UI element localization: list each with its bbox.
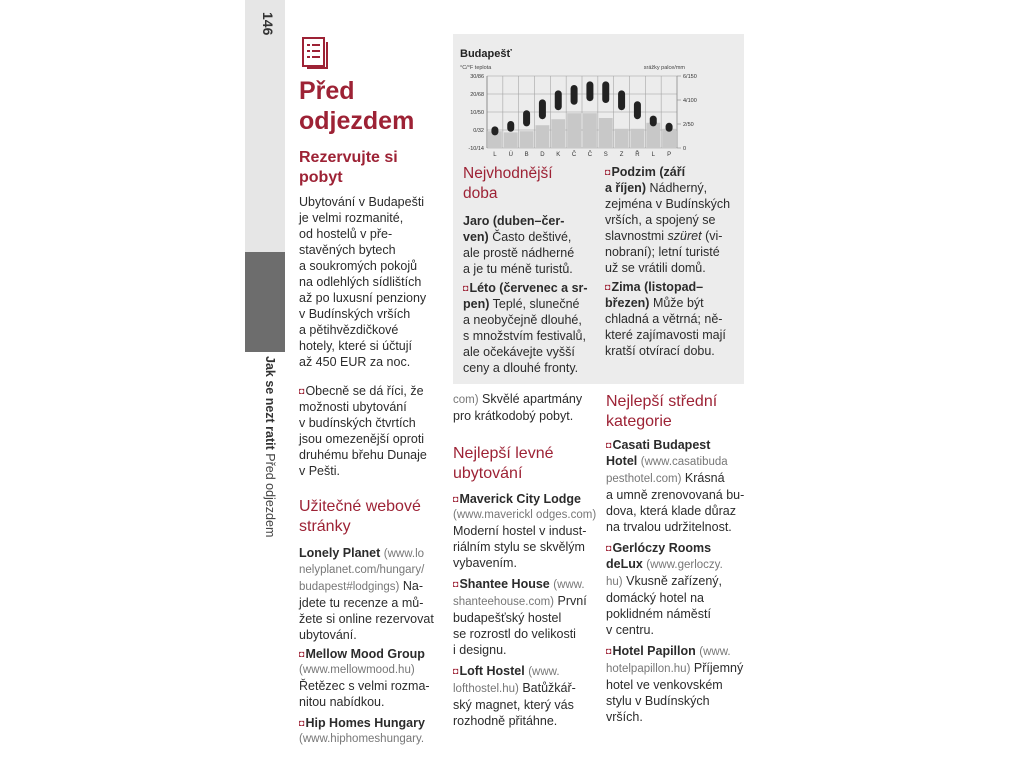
hostel-continuation [453,391,598,424]
text-line: v Budínských vrších [299,307,411,321]
website-lonely-planet [299,545,449,643]
chart-right-tick: 6/150 [683,74,697,80]
chart-month-label: B [524,152,529,158]
chart-month-label: L [493,152,497,158]
text-line: se rozrostl do velikosti [453,627,576,641]
season-autumn [605,164,743,276]
season-name: ven) [463,230,489,244]
season-winter [605,279,743,359]
booking-tip [299,383,449,479]
site-url[interactable]: hu) [606,576,623,588]
text-line: na trvalou udržitelnost. [606,520,732,534]
chart-month-label: L [651,152,655,158]
text-line: pro krátkodobý pobyt. [453,409,574,423]
season-spring [463,213,601,277]
bullet-icon: ◘ [606,440,612,450]
temperature-bar [507,121,514,132]
temperature-bar [650,116,657,127]
section-label [255,356,277,656]
text-line: možnosti ubytování [299,400,407,414]
text-line: Moderní hostel v indust- [453,524,587,538]
text-line: Může být [652,296,704,310]
text-line: stylu v Budínských [606,694,710,708]
chart-left-tick: 30/86 [470,74,484,80]
climate-panel [453,34,744,384]
website-hip [299,715,449,747]
rainfall-bar [615,129,629,148]
listing-casati [606,437,746,535]
listing-papillon [606,643,746,725]
text-line: Skvělé apartmány [482,392,583,406]
rainfall-bar [631,129,645,148]
bullet-icon: ◘ [453,494,459,504]
listing-loft [453,663,598,729]
text-line: hotel ve venkovském [606,678,723,692]
season-name: Zima (listopad– [611,280,704,294]
rainfall-bar [583,113,597,148]
chart-month-label: Č [587,152,593,158]
chart-right-label: srážky palce/mm [643,65,685,71]
text-line: až 450 EUR za noc. [299,355,411,369]
text-line: Obecně se dá říci, že [305,384,424,398]
text-line: Vkusně zařízený, [626,574,722,588]
rainfall-bar [567,113,581,148]
season-name: Jaro (duben–čer- [463,214,565,228]
season-name: a říjen) [605,181,646,195]
site-url[interactable]: com) [453,394,479,406]
text-line: Ubytování v Budapešti [299,195,425,209]
section-label-bold: Jak se nezt ratit [263,356,277,450]
chart-right-tick: 2/50 [683,122,694,128]
listing-shantee [453,576,598,658]
text-line: od hostelů v pře- [299,227,393,241]
text-line: První [557,594,587,608]
listing-name: deLux [606,557,643,571]
text-line: Krásná [684,471,725,485]
text-line: druhému břehu Dunaje [299,448,427,462]
column-2 [453,391,598,729]
text-line: rozhodně přitáhne. [453,714,558,728]
site-name: Hip Homes Hungary [305,716,425,730]
chart-month-label: S [603,152,608,158]
rainfall-bar [504,132,518,148]
temperature-bar [555,90,562,110]
listing-name: Hotel Papillon [612,644,696,658]
text-line: je velmi rozmanité, [299,211,404,225]
best-time-col-1 [463,164,601,376]
mid-title [606,392,746,432]
text-line: chladná a větrná; ně- [605,312,723,326]
bullet-icon: ◘ [605,282,611,292]
mid-title-line: Nejlepší střední [606,393,718,410]
rainfall-bar [646,123,660,148]
season-name: pen) [463,297,490,311]
season-summer [463,280,601,376]
rainfall-bar [551,119,565,148]
booking-title-line: Rezervujte si [299,149,398,166]
chart-right-tick: 4/100 [683,98,697,104]
best-time-title-line: doba [463,185,498,202]
text-line: stavěných bytech [299,243,396,257]
text-line: vrších. [606,710,643,724]
text-line: hotely, které si účtují [299,339,413,353]
listing-name: Loft Hostel [459,664,525,678]
text-line: vybavením. [453,556,517,570]
chart-left-label: °C/°F teplota [460,65,492,71]
page-title [299,76,449,136]
best-time-title-line: Nejvhodnější [463,165,553,182]
site-url[interactable]: shanteehouse.com) [453,596,555,608]
listing-name: Gerlóczy Rooms [612,541,712,555]
listing-name: Shantee House [459,577,550,591]
text-line: a neobyčejně dlouhé, [463,313,582,327]
page-number: 146 [260,12,276,36]
text-line: a pětihvězdičkové [299,323,399,337]
text-line: jdete tu recenze a mů- [299,596,424,610]
page-title-line: odjezdem [299,107,415,135]
text-line: v centru. [606,623,654,637]
italic-term: szüret [667,229,702,243]
site-name: Mellow Mood Group [305,647,425,661]
column-3 [606,392,746,725]
temperature-bar [491,126,498,135]
best-time-title [463,164,601,204]
site-url[interactable]: lofthostel.hu) [453,683,519,695]
text-line: dova, která klade důraz [606,504,736,518]
text-line: a je tu méně turistů. [463,262,573,276]
text-line: ale očekávejte vyšší [463,345,575,359]
text-line: vrších, a spojený se [605,213,716,227]
text-line: i designu. [453,643,507,657]
text-line: ceny a dlouhé fronty. [463,361,579,375]
text-line: a umně zrenovovaná bu- [606,488,745,502]
text-line: ale prostě nádherné [463,246,575,260]
text-line: Teplé, slunečné [492,297,580,311]
chart-month-label: Ú [508,152,513,158]
text-line: budapešťský hostel [453,611,562,625]
site-url[interactable]: (www. [699,646,731,658]
rainfall-bar [520,131,534,148]
season-name: Podzim (září [611,165,686,179]
checklist-icon [301,36,331,70]
site-url[interactable]: (www. [528,666,560,678]
text-line: v Pešti. [299,464,340,478]
chart-month-label: Z [619,152,624,158]
column-1 [299,76,449,747]
bullet-icon: ◘ [299,649,305,659]
listing-name: Maverick City Lodge [459,492,582,506]
text-line: domácký hotel na [606,591,704,605]
climate-chart [453,34,744,164]
websites-title [299,497,449,537]
season-name: březen) [605,296,650,310]
chart-month-label: K [556,152,561,158]
text-line: slavnostmi [605,229,665,243]
chart-month-label: D [540,152,545,158]
bullet-icon: ◘ [606,543,612,553]
listing-name: Hotel [606,454,638,468]
text-line: žete si online rezervovat [299,612,434,626]
text-line: Řetězec s velmi rozma- [299,679,430,693]
text-line: zejména v Budínských [605,197,731,211]
site-url[interactable]: pesthotel.com) [606,473,682,485]
text-line: Příjemný [693,661,744,675]
bullet-icon: ◘ [453,579,459,589]
chart-month-label: P [667,152,672,158]
text-line: které zajímavosti mají [605,328,726,342]
temperature-bar [571,85,578,105]
chart-left-tick: 0/32 [473,128,484,134]
cheap-title-line: Nejlepší levné [453,445,554,462]
text-line: poklidném náměstí [606,607,711,621]
text-line: a soukromých pokojů [299,259,418,273]
site-url[interactable]: (www.maverickl odges.com) [453,509,597,521]
chart-left-tick: 10/50 [470,110,484,116]
text-line: nitou nabídkou. [299,695,385,709]
site-url[interactable]: budapest#lodgings) [299,581,400,593]
rainfall-bar [536,125,550,148]
text-line: už se vrátili domů. [605,261,706,275]
site-name: Lonely Planet [299,546,381,560]
chart-month-label: Č [571,152,577,158]
site-url[interactable]: hotelpapillon.hu) [606,663,691,675]
booking-title-line: pobyt [299,169,343,186]
text-line: ubytování. [299,628,357,642]
site-url[interactable]: nelyplanet.com/hungary/ [299,564,425,576]
best-time-col-2 [605,164,743,359]
site-url[interactable]: (www.hiphomeshungary. [299,733,425,745]
chart-title: Budapešť [460,48,512,60]
temperature-bar [602,81,609,103]
temperature-bar [539,99,546,119]
site-url[interactable]: (www.gerloczy. [646,559,723,571]
section-label-rest: Před odjezdem [263,453,277,538]
text-line: v budínských čtvrtích [299,416,416,430]
websites-title-line: stránky [299,518,351,535]
listing-name: Casati Budapest [612,438,711,452]
text-line: Nádherný, [649,181,708,195]
listing-gerloczy [606,540,746,638]
site-url[interactable]: (www.mellowmood.hu) [299,664,415,676]
season-name: Léto (červenec a sr- [469,281,588,295]
text-line: jsou omezenější oproti [299,432,425,446]
site-url[interactable]: (www.casatibuda [640,456,728,468]
site-url[interactable]: (www. [553,579,585,591]
cheap-title [453,444,598,484]
website-mellow [299,646,449,710]
bullet-icon: ◘ [299,718,305,728]
websites-title-line: Užitečné webové [299,498,421,515]
text-line: Často deštivé, [492,230,572,244]
listing-maverick [453,491,598,571]
text-line: ský magnet, který vás [453,698,574,712]
bullet-icon: ◘ [453,666,459,676]
temperature-bar [586,81,593,101]
temperature-bar [634,101,641,119]
page-title-line: Před [299,77,355,105]
temperature-bar [666,123,673,132]
bullet-icon: ◘ [606,646,612,656]
chart-month-label: Ř [635,152,640,158]
chart-left-tick: -10/14 [468,146,484,152]
text-line: až po luxusní penziony [299,291,427,305]
text-line: nobraní); letní turisté [605,245,720,259]
text-line: Batůžkář- [522,681,576,695]
bullet-icon: ◘ [463,283,469,293]
site-url[interactable]: (www.lo [383,548,425,560]
chart-right-tick: 0 [683,146,687,152]
side-tab-marker [245,252,285,352]
chart-left-tick: 20/68 [470,92,484,98]
booking-body [299,194,449,370]
bullet-icon: ◘ [605,167,611,177]
cheap-title-line: ubytování [453,465,523,482]
text-line: (vi- [705,229,723,243]
text-line: s množstvím festivalů, [463,329,586,343]
text-line: kratší otvírací dobu. [605,344,715,358]
mid-title-line: kategorie [606,413,672,430]
side-tab [245,0,285,252]
bullet-icon: ◘ [299,386,305,396]
text-line: Na- [402,579,424,593]
temperature-bar [523,110,530,126]
text-line: riálním stylu se skvělým [453,540,585,554]
temperature-bar [618,90,625,110]
rainfall-bar [599,118,613,148]
text-line: na odlehlých sídlištích [299,275,422,289]
booking-title [299,148,449,188]
